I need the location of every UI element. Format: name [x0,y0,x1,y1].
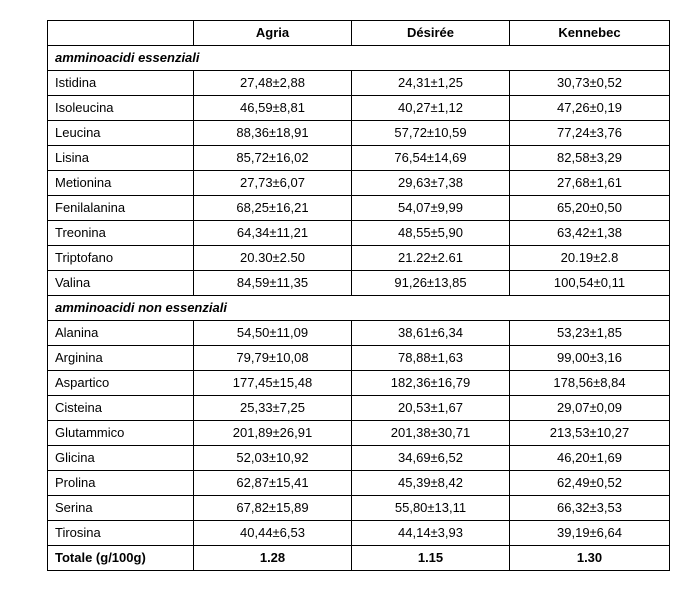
desiree-value: 201,38±30,71 [352,421,510,446]
agria-value: 27,73±6,07 [194,171,352,196]
agria-value: 79,79±10,08 [194,346,352,371]
desiree-value: 91,26±13,85 [352,271,510,296]
table-row [48,171,670,196]
desiree-value: 55,80±13,11 [352,496,510,521]
table-row [48,396,670,421]
amino-acid-name: Valina [48,271,194,296]
kennebec-value: 62,49±0,52 [510,471,670,496]
kennebec-value: 53,23±1,85 [510,321,670,346]
amino-acid-name: Triptofano [48,246,194,271]
table-row [48,146,670,171]
kennebec-value: 213,53±10,27 [510,421,670,446]
desiree-value: 182,36±16,79 [352,371,510,396]
header-blank-cell [48,21,194,46]
agria-value: 46,59±8,81 [194,96,352,121]
total-row [48,546,670,571]
kennebec-value: 29,07±0,09 [510,396,670,421]
table-row [48,371,670,396]
agria-value: 64,34±11,21 [194,221,352,246]
kennebec-value: 65,20±0,50 [510,196,670,221]
amino-acid-name: Aspartico [48,371,194,396]
table-row [48,271,670,296]
table-row [48,346,670,371]
table-row [48,221,670,246]
table-row [48,96,670,121]
header-agria: Agria [194,21,352,46]
desiree-value: 38,61±6,34 [352,321,510,346]
amino-acid-name: Tirosina [48,521,194,546]
amino-acid-name: Cisteina [48,396,194,421]
total-kennebec: 1.30 [510,546,670,571]
kennebec-value: 77,24±3,76 [510,121,670,146]
kennebec-value: 20.19±2.8 [510,246,670,271]
table-row [48,496,670,521]
amino-acid-name: Metionina [48,171,194,196]
table-row [48,471,670,496]
table-row [48,521,670,546]
kennebec-value: 27,68±1,61 [510,171,670,196]
table-row [48,246,670,271]
section-row [48,296,670,321]
total-agria: 1.28 [194,546,352,571]
desiree-value: 21.22±2.61 [352,246,510,271]
amino-acid-name: Fenilalanina [48,196,194,221]
desiree-value: 57,72±10,59 [352,121,510,146]
agria-value: 84,59±11,35 [194,271,352,296]
kennebec-value: 99,00±3,16 [510,346,670,371]
desiree-value: 40,27±1,12 [352,96,510,121]
agria-value: 67,82±15,89 [194,496,352,521]
table-row [48,121,670,146]
kennebec-value: 39,19±6,64 [510,521,670,546]
agria-value: 52,03±10,92 [194,446,352,471]
desiree-value: 34,69±6,52 [352,446,510,471]
agria-value: 20.30±2.50 [194,246,352,271]
section-title: amminoacidi essenziali [48,46,670,71]
kennebec-value: 47,26±0,19 [510,96,670,121]
amino-acid-name: Serina [48,496,194,521]
amino-acid-name: Glicina [48,446,194,471]
agria-value: 177,45±15,48 [194,371,352,396]
agria-value: 88,36±18,91 [194,121,352,146]
section-title: amminoacidi non essenziali [48,296,670,321]
agria-value: 54,50±11,09 [194,321,352,346]
amino-acid-name: Prolina [48,471,194,496]
kennebec-value: 46,20±1,69 [510,446,670,471]
amino-acid-name: Lisina [48,146,194,171]
header-row [48,21,670,46]
amino-acid-table [47,20,670,571]
agria-value: 62,87±15,41 [194,471,352,496]
table-row [48,421,670,446]
desiree-value: 20,53±1,67 [352,396,510,421]
amino-acid-name: Istidina [48,71,194,96]
desiree-value: 48,55±5,90 [352,221,510,246]
section-row [48,46,670,71]
amino-acid-name: Alanina [48,321,194,346]
amino-acid-name: Leucina [48,121,194,146]
total-label: Totale (g/100g) [48,546,194,571]
desiree-value: 44,14±3,93 [352,521,510,546]
amino-acid-name: Arginina [48,346,194,371]
table-row [48,196,670,221]
agria-value: 85,72±16,02 [194,146,352,171]
agria-value: 201,89±26,91 [194,421,352,446]
kennebec-value: 82,58±3,29 [510,146,670,171]
header-desiree: Désirée [352,21,510,46]
total-desiree: 1.15 [352,546,510,571]
desiree-value: 29,63±7,38 [352,171,510,196]
table-row [48,71,670,96]
kennebec-value: 63,42±1,38 [510,221,670,246]
amino-acid-name: Isoleucina [48,96,194,121]
kennebec-value: 66,32±3,53 [510,496,670,521]
table-body [48,46,670,571]
kennebec-value: 178,56±8,84 [510,371,670,396]
table-row [48,446,670,471]
agria-value: 25,33±7,25 [194,396,352,421]
header-kennebec: Kennebec [510,21,670,46]
agria-value: 40,44±6,53 [194,521,352,546]
amino-acid-name: Glutammico [48,421,194,446]
desiree-value: 78,88±1,63 [352,346,510,371]
table-row [48,321,670,346]
desiree-value: 45,39±8,42 [352,471,510,496]
kennebec-value: 30,73±0,52 [510,71,670,96]
desiree-value: 54,07±9,99 [352,196,510,221]
kennebec-value: 100,54±0,11 [510,271,670,296]
amino-acid-name: Treonina [48,221,194,246]
desiree-value: 24,31±1,25 [352,71,510,96]
agria-value: 68,25±16,21 [194,196,352,221]
desiree-value: 76,54±14,69 [352,146,510,171]
agria-value: 27,48±2,88 [194,71,352,96]
